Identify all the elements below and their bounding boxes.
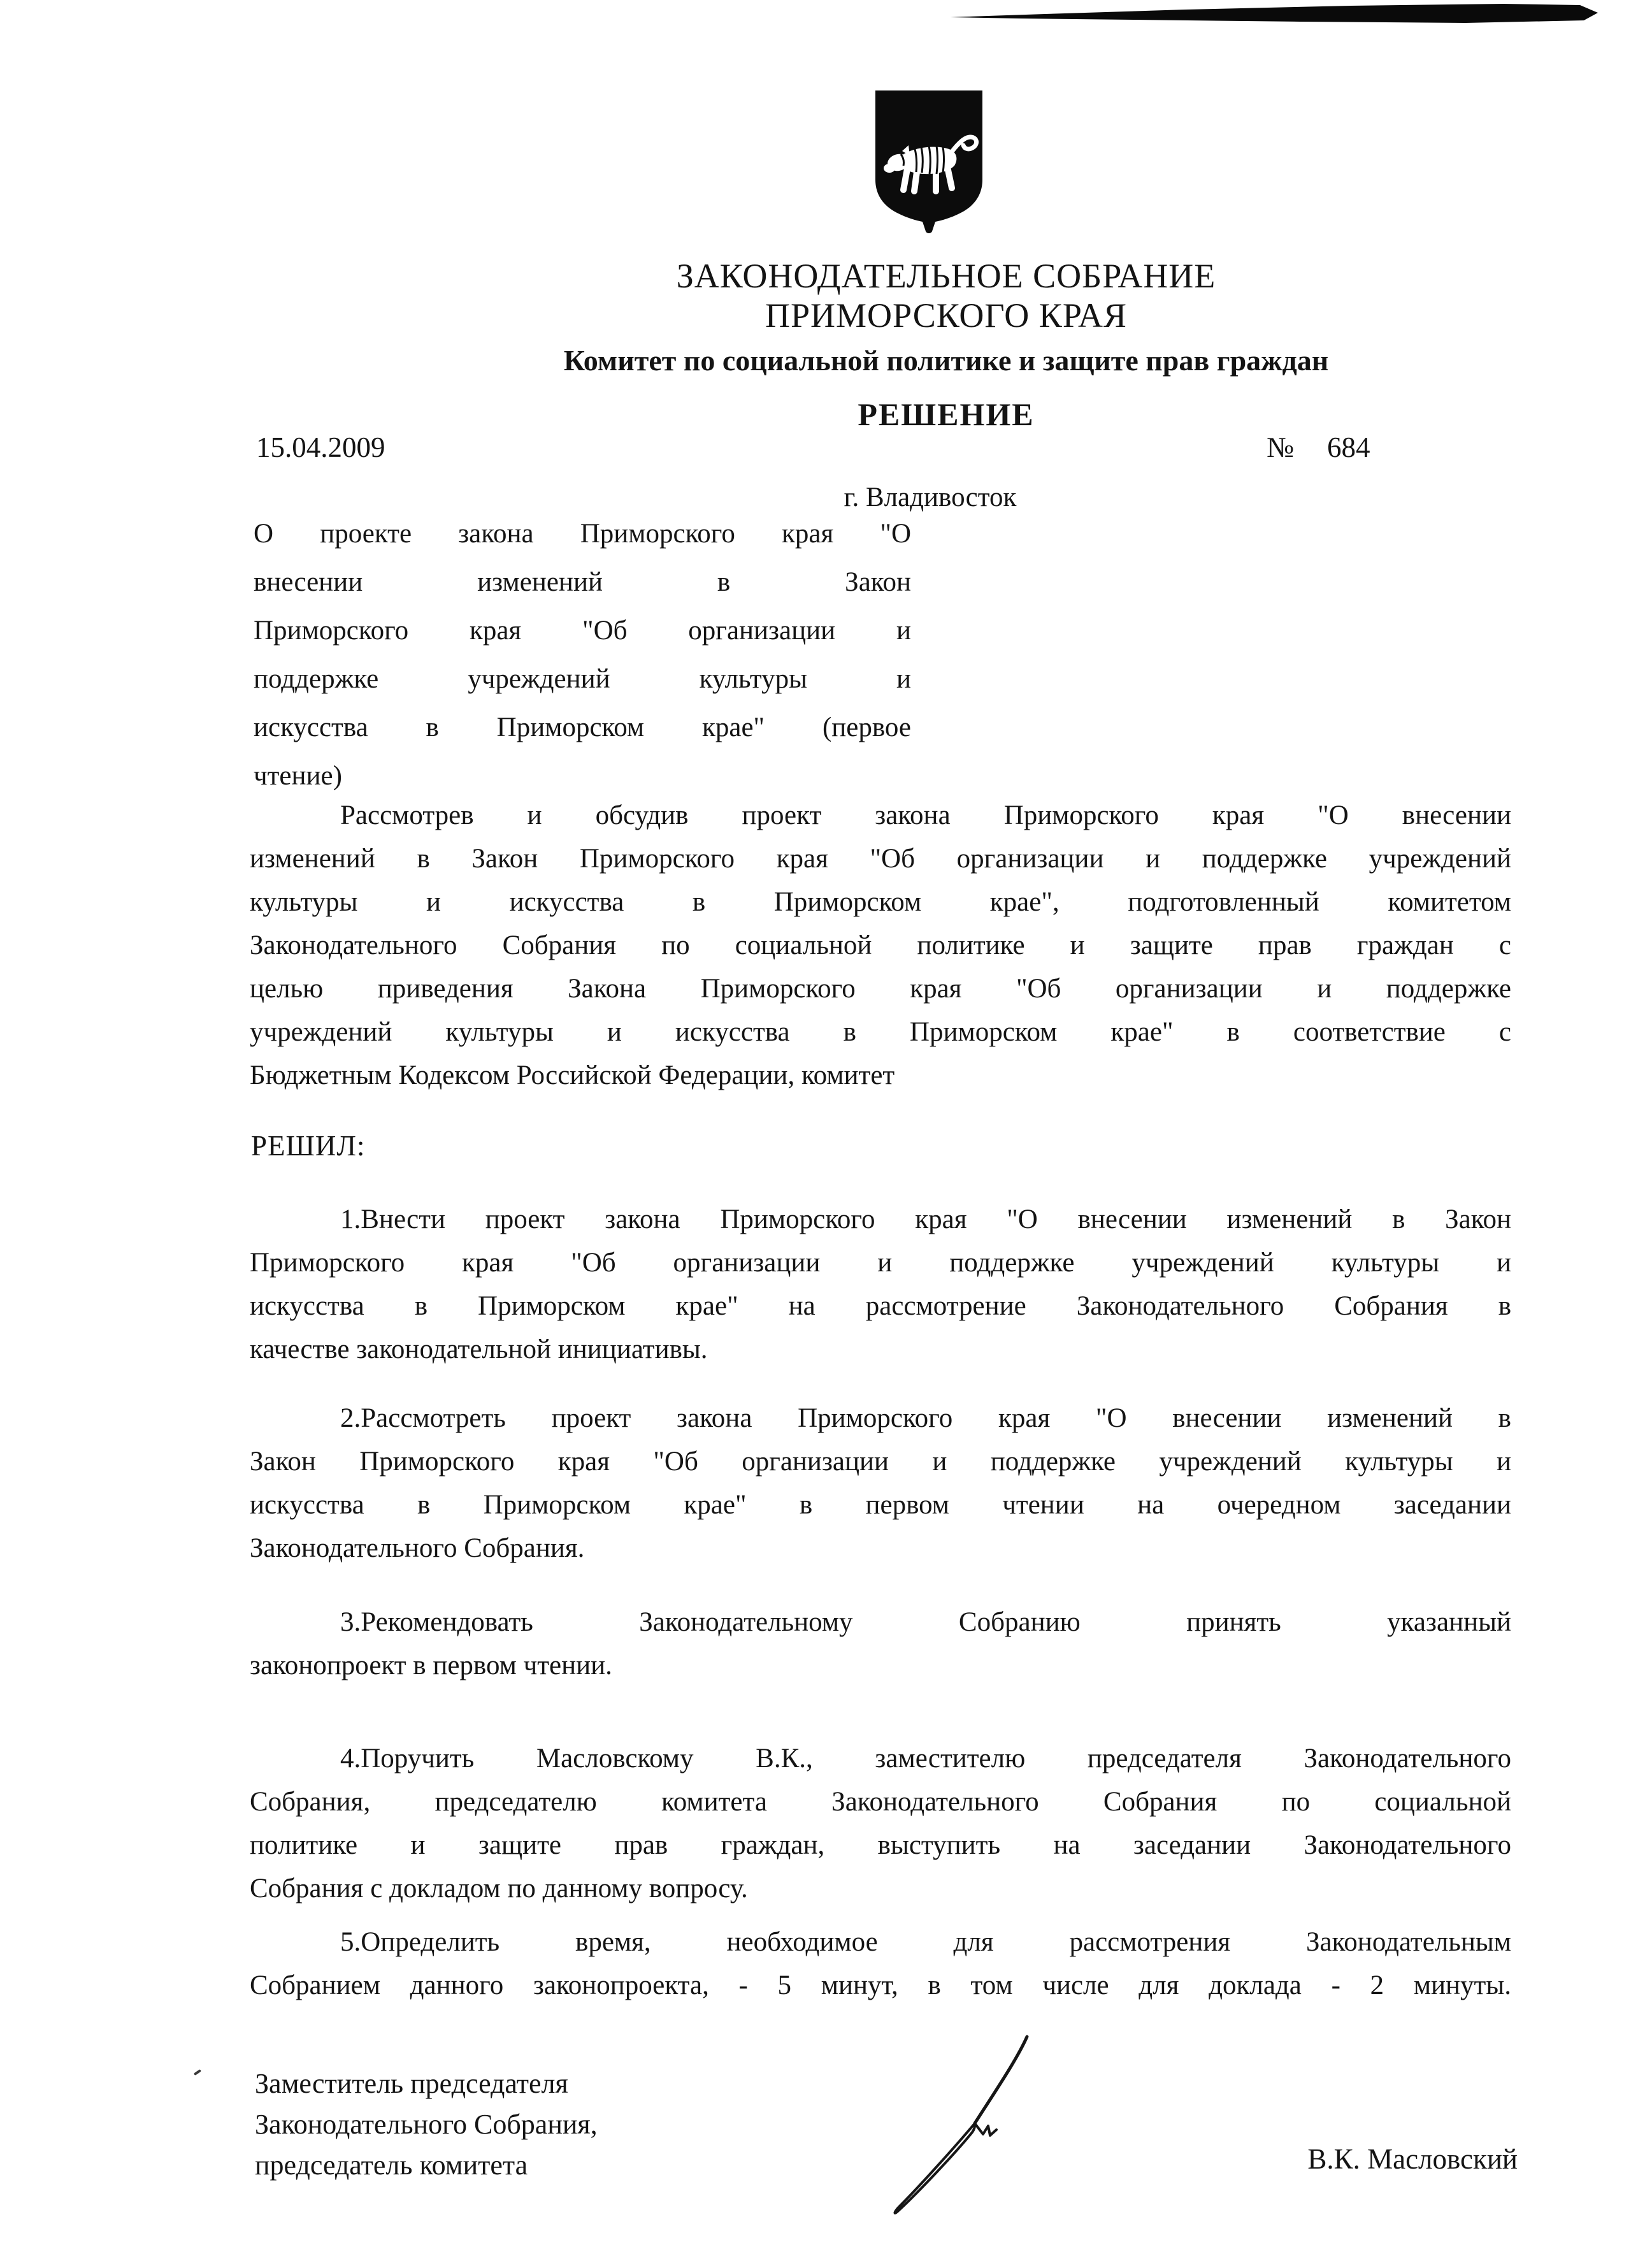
resolution-item-1: 1.Внести проект закона Приморского края "О внесении изменений в Закон Приморского края "Об организации и поддержке учреждений культуры и искусства в Приморском крае" на рассмотрение Законодательного Собрания в качестве законодательной инициативы. bbox=[250, 1204, 1511, 1364]
subject-block: О проекте закона Приморского края "О внесении изменений в Закон Приморского края "Об организации и поддержке учреждений культуры и искусства в Приморском крае" (первое чтение) bbox=[254, 519, 911, 791]
document-date: 15.04.2009 bbox=[256, 431, 385, 463]
document-number bbox=[1267, 431, 1370, 464]
signature-position-line: Законодательного Собрания, bbox=[255, 2109, 598, 2140]
resolution-item-2: 2.Рассмотреть проект закона Приморского края "О внесении изменений в Закон Приморского края "Об организации и поддержке учреждений культуры и искусства в Приморском крае" в первом чтении на очередном заседании Законодательного Собрания. bbox=[250, 1403, 1511, 1563]
signature-position-title bbox=[255, 2063, 598, 2186]
committee-name: Комитет по социальной политике и защите прав граждан bbox=[563, 344, 1329, 377]
resolved-heading: РЕШИЛ: bbox=[251, 1130, 366, 1162]
resolution-item-3: 3.Рекомендовать Законодательному Собранию принять указанный законопроект в первом чтении. bbox=[250, 1607, 1511, 1680]
scan-artifact-streak bbox=[0, 0, 1638, 38]
document-type-title: РЕШЕНИЕ bbox=[858, 396, 1035, 432]
scan-speck bbox=[194, 2069, 201, 2076]
organization-name-line1: ЗАКОНОДАТЕЛЬНОЕ СОБРАНИЕ bbox=[676, 257, 1216, 295]
document-city: г. Владивосток bbox=[844, 482, 1017, 512]
intro-paragraph: Рассмотрев и обсудив проект закона Приморского края "О внесении изменений в Закон Приморского края "Об организации и поддержке учреждений культуры и искусства в Приморском крае", подготовленный комитетом Законодательного Собрания по социальной политике и защите прав граждан с целью приведения Закона Приморского края "Об организации и поддержке учреждений культуры и искусства в Приморском крае" в соответствие с Бюджетным Кодексом Российской Федерации, комитет bbox=[250, 800, 1511, 1090]
document-header bbox=[255, 256, 1637, 432]
number-sign: № bbox=[1267, 431, 1294, 463]
signature-name: В.К. Масловский bbox=[1307, 2143, 1518, 2175]
number-value: 684 bbox=[1326, 431, 1370, 463]
signature-position-line: председатель комитета bbox=[255, 2149, 528, 2181]
resolution-item-5: 5.Определить время, необходимое для рассмотрения Законодательным Собранием данного законопроекта, - 5 минут, в том числе для доклада - 2 минуты. bbox=[250, 1927, 1511, 2000]
resolution-item-4: 4.Поручить Масловскому В.К., заместителю председателя Законодательного Собрания, председателю комитета Законодательного Собрания по социальной политике и защите прав граждан, выступить на заседании Законодательного Собрания с докладом по данному вопросу. bbox=[250, 1744, 1511, 1903]
signature-position-line: Заместитель председателя bbox=[255, 2068, 568, 2099]
primorsky-krai-coat-of-arms-icon bbox=[870, 85, 988, 233]
organization-name-line2: ПРИМОРСКОГО КРАЯ bbox=[765, 296, 1127, 335]
handwritten-signature-icon bbox=[879, 2020, 1051, 2230]
